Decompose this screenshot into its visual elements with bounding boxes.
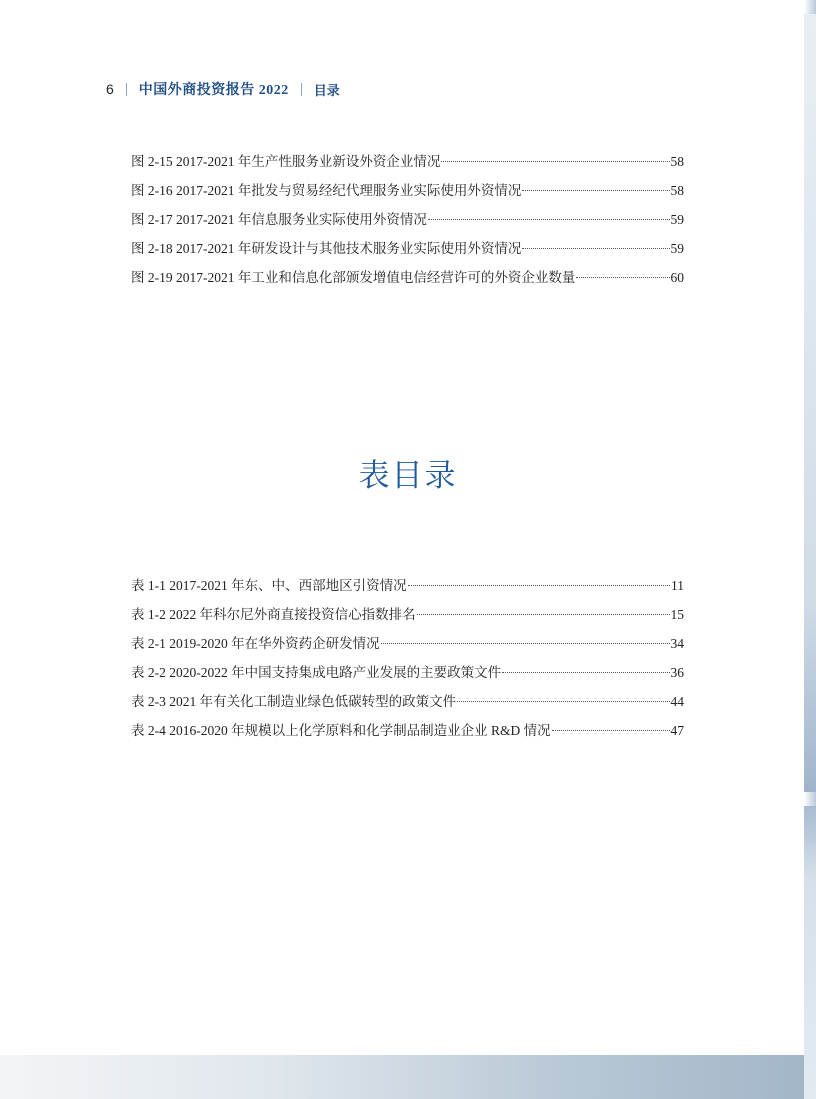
toc-leader-dots [441, 161, 669, 162]
book-title: 中国外商投资报告 2022 [138, 83, 289, 98]
toc-leader-dots [522, 248, 669, 249]
header-divider [301, 83, 302, 96]
table-toc-list [131, 576, 684, 750]
toc-entry-label: 图 2-18 2017-2021 年研发设计与其他技术服务业实际使用外资情况 [131, 241, 522, 256]
toc-leader-dots [576, 277, 669, 278]
toc-leader-dots [552, 730, 670, 731]
toc-entry-label: 图 2-15 2017-2021 年生产性服务业新设外资企业情况 [131, 154, 441, 169]
toc-entry[interactable] [131, 268, 684, 297]
toc-entry-label: 表 2-1 2019-2020 年在华外资药企研发情况 [131, 636, 380, 651]
toc-entry-label: 图 2-16 2017-2021 年批发与贸易经纪代理服务业实际使用外资情况 [131, 183, 522, 198]
toc-entry[interactable] [131, 576, 684, 605]
edge-notch [804, 0, 816, 14]
toc-entry-page: 36 [670, 665, 684, 680]
toc-leader-dots [381, 643, 670, 644]
running-header [106, 79, 340, 99]
toc-entry-page: 60 [670, 270, 684, 285]
toc-entry-page: 11 [671, 578, 684, 593]
edge-notch [804, 792, 816, 806]
page-number: 6 [106, 81, 114, 97]
toc-entry[interactable] [131, 605, 684, 634]
table-toc-heading: 表目录 [358, 458, 458, 494]
toc-leader-dots [522, 190, 669, 191]
toc-entry[interactable] [131, 721, 684, 750]
toc-entry-page: 59 [670, 212, 684, 227]
toc-entry[interactable] [131, 634, 684, 663]
toc-entry-label: 图 2-19 2017-2021 年工业和信息化部颁发增值电信经营许可的外资企业数量 [131, 270, 576, 285]
toc-leader-dots [417, 614, 670, 615]
toc-entry-page: 58 [670, 183, 684, 198]
toc-entry[interactable] [131, 210, 684, 239]
toc-entry[interactable] [131, 663, 684, 692]
toc-entry-page: 15 [670, 607, 684, 622]
page-edge-decoration [804, 0, 816, 1099]
section-name: 目录 [313, 83, 340, 99]
header-divider [126, 83, 127, 96]
toc-entry[interactable] [131, 181, 684, 210]
page-footer-band [0, 1055, 804, 1099]
toc-leader-dots [457, 701, 669, 702]
toc-entry-label: 图 2-17 2017-2021 年信息服务业实际使用外资情况 [131, 212, 427, 227]
figure-toc-list [131, 152, 684, 297]
toc-entry[interactable] [131, 692, 684, 721]
toc-entry-page: 47 [670, 723, 684, 738]
toc-entry-label: 表 1-2 2022 年科尔尼外商直接投资信心指数排名 [131, 607, 416, 622]
toc-entry-page: 34 [670, 636, 684, 651]
toc-entry-label: 表 2-2 2020-2022 年中国支持集成电路产业发展的主要政策文件 [131, 665, 502, 680]
toc-entry-label: 表 2-4 2016-2020 年规模以上化学原料和化学制品制造业企业 R&D 情况 [131, 723, 551, 738]
toc-entry-page: 58 [670, 154, 684, 169]
toc-entry[interactable] [131, 152, 684, 181]
toc-entry[interactable] [131, 239, 684, 268]
toc-leader-dots [408, 585, 670, 586]
toc-entry-label: 表 2-3 2021 年有关化工制造业绿色低碳转型的政策文件 [131, 694, 457, 709]
toc-entry-page: 44 [670, 694, 684, 709]
toc-entry-page: 59 [670, 241, 684, 256]
toc-leader-dots [502, 672, 669, 673]
toc-leader-dots [428, 219, 670, 220]
toc-entry-label: 表 1-1 2017-2021 年东、中、西部地区引资情况 [131, 578, 407, 593]
